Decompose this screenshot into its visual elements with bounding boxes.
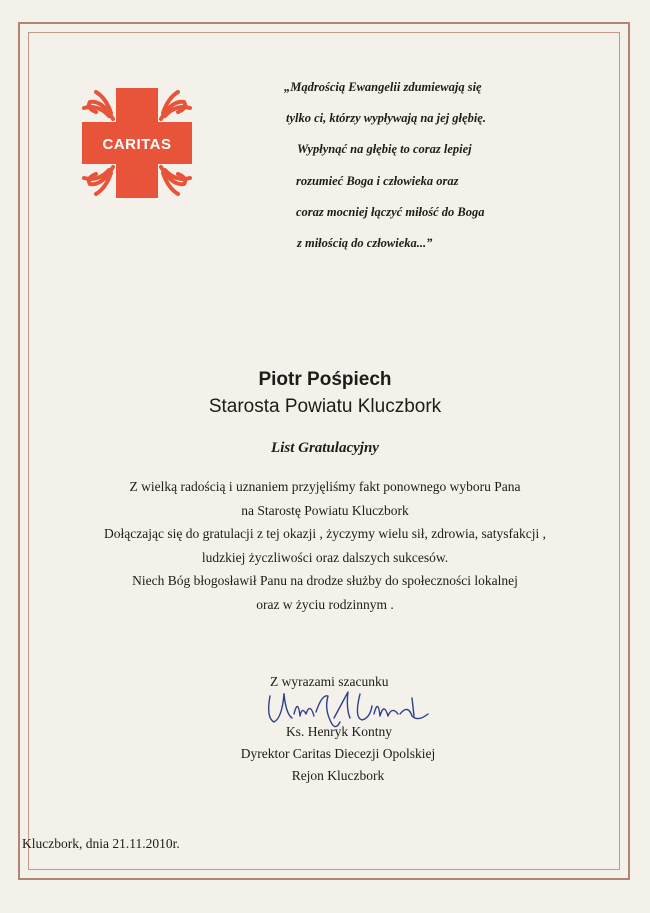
caritas-logo-text: CARITAS <box>102 136 172 153</box>
quote-line: tylko ci, którzy wypływają na jej głębię. <box>286 111 486 126</box>
signer-name: Ks. Henryk Kontny <box>285 724 393 739</box>
recipient-title: Starosta Powiatu Kluczbork <box>208 396 442 417</box>
quote-line: rozumieć Boga i człowieka oraz <box>296 173 459 188</box>
body-line: Dołączając się do gratulacji z tej okazji , życzymy wielu sił, zdrowia, satysfakcji , <box>104 526 546 542</box>
quote-line: z miłością do człowieka...” <box>297 236 433 251</box>
quote-line: „Mądrością Ewangelii zdumiewają się <box>284 80 482 94</box>
document-title: List Gratulacyjny <box>271 440 379 456</box>
body-line: ludzkiej życzliwości oraz dalszych sukcesów. <box>201 549 449 565</box>
body-line: Niech Bóg błogosławił Panu na drodze służby do społeczności lokalnej <box>132 573 518 589</box>
quote-block <box>276 72 606 259</box>
quote-line: Wypłynąć na głębię to coraz lepiej <box>297 142 472 157</box>
signer-region: Rejon Kluczbork <box>291 768 385 783</box>
closing-phrase: Z wyrazami szacunku <box>270 674 389 689</box>
letter-body <box>0 475 650 617</box>
quote-line: coraz mocniej łączyć miłość do Boga <box>296 204 485 219</box>
caritas-logo <box>76 82 198 204</box>
body-line: oraz w życiu rodzinnym . <box>256 596 394 612</box>
signer-role: Dyrektor Caritas Diecezji Opolskiej <box>240 746 436 761</box>
body-line: Z wielką radością i uznaniem przyjęliśmy fakt ponownego wyboru Pana <box>129 479 521 494</box>
recipient-name: Piotr Pośpiech <box>258 369 392 390</box>
place-and-date: Kluczbork, dnia 21.11.2010r. <box>22 836 180 851</box>
body-line: na Starostę Powiatu Kluczbork <box>241 502 409 518</box>
